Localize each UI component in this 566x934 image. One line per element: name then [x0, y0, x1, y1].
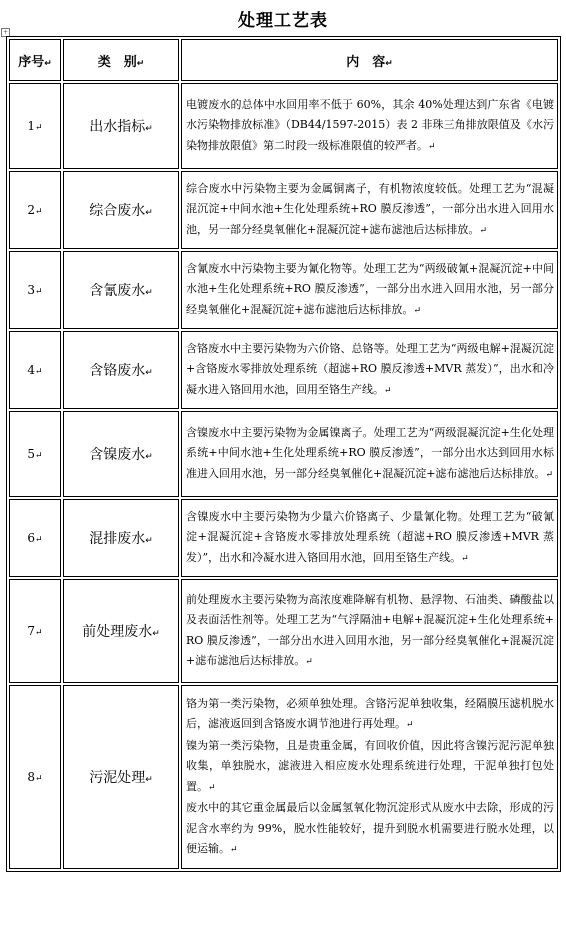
row-number: 1↵ — [9, 83, 61, 169]
content-paragraph: 综合废水中污染物主要为金属铜离子，有机物浓度较低。处理工艺为“混凝混沉淀+中间水池+生化处理系统+RO 膜反渗透”，一部分出水进入回用水池，另一部分经臭氧催化+混凝沉淀+滤布滤池后达标排放。↵ — [186, 181, 554, 236]
row-content — [181, 171, 558, 249]
row-category: 综合废水↵ — [63, 171, 179, 249]
table-row — [9, 411, 558, 497]
table-anchor-icon[interactable]: + — [2, 29, 9, 36]
process-table — [6, 36, 561, 872]
page-title: 处理工艺表 — [238, 11, 328, 31]
table-row — [9, 83, 558, 169]
row-category: 含氰废水↵ — [63, 251, 179, 329]
table-row — [9, 499, 558, 577]
content-paragraph: 电镀废水的总体中水回用率不低于 60%，其余 40%处理达到广东省《电镀水污染物排放标准》（DB44/1597-2015）表 2 非珠三角排放限值及《水污染物排放限值》第二时段一级标准限值的较严者。↵ — [186, 97, 554, 152]
table-body — [9, 83, 558, 869]
row-category: 出水指标↵ — [63, 83, 179, 169]
row-content — [181, 331, 558, 409]
content-paragraph: 含铬废水中主要污染物为六价铬、总铬等。处理工艺为“两级电解+混凝沉淀+含铬废水零排放处理系统（超滤+RO 膜反渗透+MVR 蒸发）”，出水和冷凝水进入铬回用水池，回用至铬生产线。↵ — [186, 341, 554, 396]
content-paragraph: 含镍废水中主要污染物为金属镍离子。处理工艺为“两级混凝沉淀+生化处理系统+中间水池+生化处理系统+RO 膜反渗透”，一部分出水达到回用水标准进入回用水池，另一部分经臭氧催化+混凝沉淀+滤布滤池后达标排放。↵ — [186, 425, 554, 480]
row-number: 4↵ — [9, 331, 61, 409]
row-number: 5↵ — [9, 411, 61, 497]
row-number: 2↵ — [9, 171, 61, 249]
content-paragraph: 含氰废水中污染物主要为氰化物等。处理工艺为“两级破氰+混凝沉淀+中间水池+生化处理系统+RO 膜反渗透”，一部分出水进入回用水池，另一部分经臭氧催化+混凝沉淀+滤布滤池后达标排放。↵ — [186, 261, 554, 316]
table-row — [9, 331, 558, 409]
row-category: 混排废水↵ — [63, 499, 179, 577]
row-category: 污泥处理↵ — [63, 685, 179, 869]
row-number: 8↵ — [9, 685, 61, 869]
header-content: 内 容↵ — [181, 39, 558, 81]
content-paragraph: 铬为第一类污染物，必须单独处理。含铬污泥单独收集，经隔膜压滤机脱水后，滤液返回到含铬废水调节池进行再处理。↵ — [186, 696, 554, 730]
header-category: 类 别↵ — [63, 39, 179, 81]
row-content — [181, 251, 558, 329]
table-row — [9, 251, 558, 329]
table-row — [9, 685, 558, 869]
row-number: 7↵ — [9, 579, 61, 683]
row-category: 前处理废水↵ — [63, 579, 179, 683]
table-row — [9, 171, 558, 249]
row-category: 含镍废水↵ — [63, 411, 179, 497]
row-content — [181, 685, 558, 869]
content-paragraph: 镍为第一类污染物，且是贵重金属，有回收价值，因此将含镍污泥污泥单独收集，单独脱水，滤液进入相应废水处理系统进行处理，干泥单独打包处置。↵ — [186, 738, 554, 793]
row-content — [181, 499, 558, 577]
content-paragraph: 含镍废水中主要污染物为少量六价铬离子、少量氰化物。处理工艺为“破氰淀+混凝沉淀+含铬废水零排放处理系统（超滤+RO 膜反渗透+MVR 蒸发）”，出水和冷凝水进入铬回用水池，回用至铬生产线。↵ — [186, 509, 554, 564]
header-no: 序号↵ — [9, 39, 61, 81]
row-content — [181, 411, 558, 497]
row-category: 含铬废水↵ — [63, 331, 179, 409]
row-content — [181, 83, 558, 169]
content-paragraph: 废水中的其它重金属最后以金属氢氧化物沉淀形式从废水中去除，形成的污泥含水率约为 99%，脱水性能较好，提升到脱水机需要进行脱水处理，以便运输。↵ — [186, 801, 554, 855]
content-paragraph: 前处理废水主要污染物为高浓度难降解有机物、悬浮物、石油类、磷酸盐以及表面活性剂等。处理工艺为“气浮隔油+电解+混凝沉淀+生化处理系统+RO 膜反渗透”，一部分出水进入回用水池，另一部分经臭氧催化+混凝沉淀+滤布滤池后达标排放。↵ — [186, 592, 554, 667]
table-row — [9, 579, 558, 683]
row-number: 3↵ — [9, 251, 61, 329]
row-number: 6↵ — [9, 499, 61, 577]
table-header-row — [9, 39, 558, 81]
row-content — [181, 579, 558, 683]
